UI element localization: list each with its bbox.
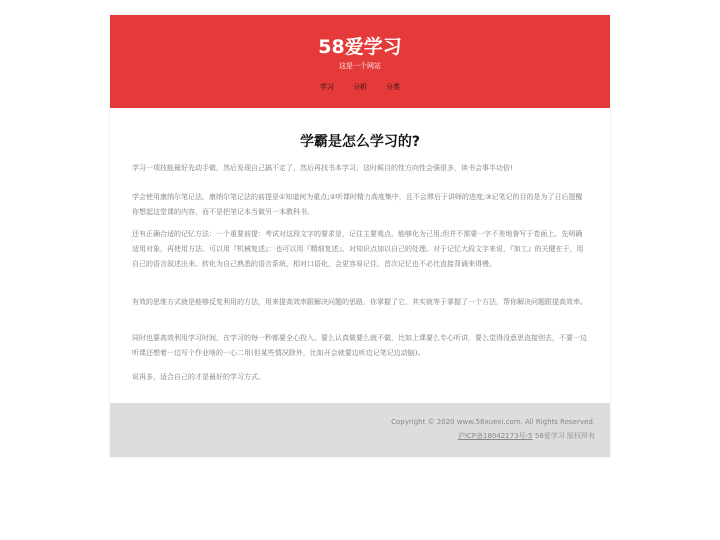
icp-line [458,431,595,441]
icp-link[interactable]: 沪ICP备18042173号-5 [457,432,533,440]
page-card [110,15,610,457]
article-paragraph-1: 学习一项技能最好先动手做，然后发现自己搞不定了，然后再找书本学习，这时候目的性方向性会强很多，读书会事半功倍! [132,164,513,172]
main-nav [110,82,610,92]
site-footer [110,403,610,457]
article-title: 学霸是怎么学习的? [299,134,421,150]
site-tagline: 这是一个网站 [339,62,381,70]
site-title[interactable]: 58爱学习 [318,36,402,58]
article-paragraph-5: 同时也要高效利用学习时间，在学习的每一秒都要全心投入，要么认真做要么就不做，比如上课要么专心听讲，要么觉得没意思直接别去，不要一边听课还想着一边写个作业啥的一心二用(但某些情况除外，比如开会就要边听边记笔记边动脑)。 [132,334,587,357]
nav-item-category[interactable]: 分类 [386,83,400,91]
article-paragraph-4: 有效的思维方式就是能够反复利用的方法，用来提高效率跟解决问题的思路，你掌握了它，其实就等于掌握了一个方法，帮你解决问题跟提高效率。 [132,298,587,306]
site-header [110,15,610,108]
article-paragraph-2: 学会使用康纳尔笔记法，康纳尔笔记法的前提是①知道何为重点;②听课时精力高度集中，且不会滞后于讲师的进度;③记笔记的目的是为了日后提醒你想起这堂课的内容，而不是把笔记本当做另一本教科书。 [132,193,583,216]
article-paragraph-6: 说再多，适合自己的才是最好的学习方式。 [132,373,265,381]
nav-item-analysis[interactable]: 分析 [353,83,367,91]
icp-suffix: 58爱学习 版权所有 [532,432,595,440]
nav-item-study[interactable]: 学习 [320,83,334,91]
article [132,108,588,381]
article-paragraph-3: 还有正确合适的记忆方法：一个重要前提：考试对这段文字的要求是，记住主要观点，能够化为己用;但并不需要一字不差地誊写于卷面上。先明确适用对象，再使用方法。可以用『机械复述』：也可以用『精细复述』，对知识点加以自己的处理。对于记忆大段文字来说，『加工』的关键在于，用自己的语言叙述出来。转化为自己熟悉的语言系统，相对口语化，会更容易记住，首次记忆也不必比直接背诵来得慢。 [132,230,584,268]
copyright-text: Copyright © 2020 www.58xuexi.com. All Rights Reserved. [391,418,595,426]
